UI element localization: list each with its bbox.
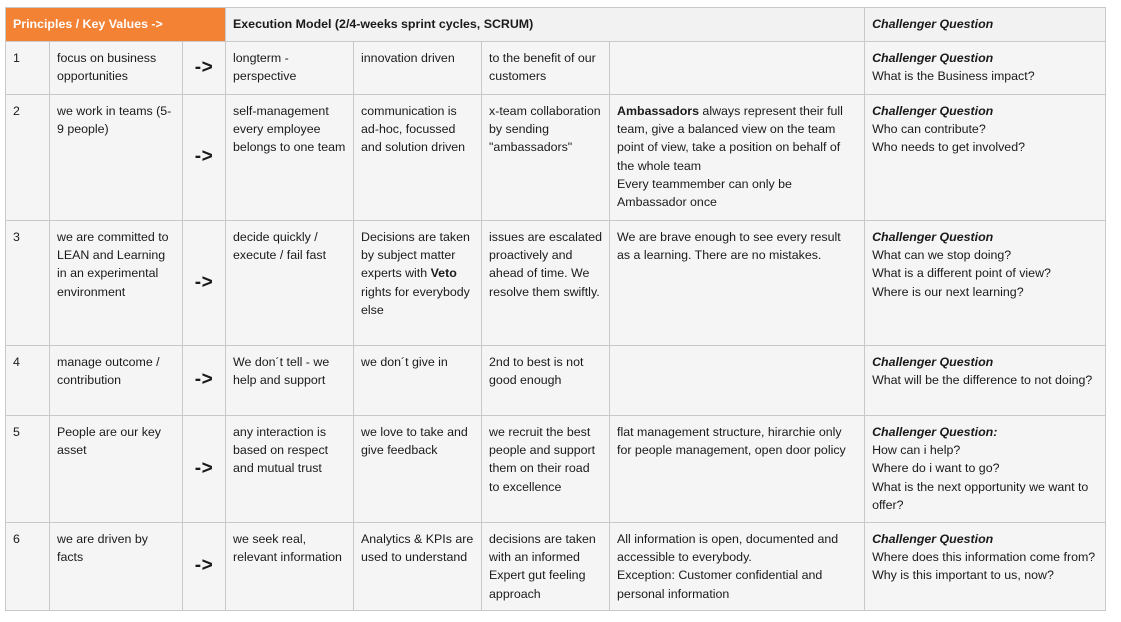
table-row — [6, 523, 1106, 611]
challenger-line: Where is our next learning? — [872, 284, 1024, 299]
execution-cell-1: we seek real, relevant information — [226, 523, 354, 611]
ambassadors-term: Ambassadors — [617, 104, 699, 118]
decisions-text: Decisions are taken by subject matter experts with — [361, 230, 470, 281]
principle-cell: focus on business opportunities — [50, 42, 183, 95]
challenger-line: What can we stop doing? — [872, 248, 1012, 263]
table-row — [6, 95, 1106, 221]
execution-cell-3: to the benefit of our customers — [482, 42, 610, 95]
execution-cell-1: any interaction is based on respect and mutual trust — [226, 416, 354, 523]
table-row — [6, 221, 1106, 346]
execution-cell-4: We are brave enough to see every result as a learning. There are no mistakes. — [610, 221, 865, 346]
execution-cell-4 — [610, 42, 865, 95]
arrow-icon: -> — [183, 95, 226, 221]
challenger-cell — [865, 95, 1106, 221]
execution-cell-1: longterm - perspective — [226, 42, 354, 95]
challenger-cell — [865, 221, 1106, 346]
challenger-line: How can i help? — [872, 443, 961, 458]
execution-cell-4 — [610, 95, 865, 221]
row-number: 1 — [6, 42, 50, 95]
challenger-title: Challenger Question — [872, 51, 994, 65]
execution-cell-3: 2nd to best is not good enough — [482, 346, 610, 416]
challenger-cell — [865, 416, 1106, 523]
challenger-line: What is a different point of view? — [872, 266, 1051, 281]
values-table — [5, 7, 1106, 611]
veto-term: Veto — [430, 266, 457, 281]
challenger-title: Challenger Question — [872, 230, 994, 244]
arrow-icon: -> — [183, 416, 226, 523]
principle-cell: we are driven by facts — [50, 523, 183, 611]
row-number: 2 — [6, 95, 50, 221]
execution-cell-1: decide quickly / execute / fail fast — [226, 221, 354, 346]
header-principles: Principles / Key Values -> — [6, 8, 226, 42]
ambassadors-note: Every teammember can only be Ambassador once — [617, 176, 792, 210]
principle-cell: we are committed to LEAN and Learning in an experimental environment — [50, 221, 183, 346]
challenger-line: Where do i want to go? — [872, 461, 1000, 476]
execution-cell-4: flat management structure, hirarchie only for people management, open door policy — [610, 416, 865, 523]
execution-cell-2: innovation driven — [354, 42, 482, 95]
header-row — [6, 8, 1106, 42]
execution-cell-4 — [610, 346, 865, 416]
execution-cell-2 — [354, 221, 482, 346]
challenger-cell — [865, 42, 1106, 95]
challenger-line: What is the next opportunity we want to offer? — [872, 479, 1089, 512]
execution-cell-3: issues are escalated proactively and ahead of time. We resolve them swiftly. — [482, 221, 610, 346]
information-text: All information is open, documented and accessible to everybody. — [617, 532, 839, 565]
challenger-line: What is the Business impact? — [872, 69, 1035, 84]
execution-cell-2: Analytics & KPIs are used to understand — [354, 523, 482, 611]
challenger-title: Challenger Question: — [872, 425, 998, 439]
header-execution-model: Execution Model (2/4-weeks sprint cycles, SCRUM) — [226, 8, 865, 42]
challenger-line: Who can contribute? — [872, 122, 986, 137]
principle-cell: manage outcome / contribution — [50, 346, 183, 416]
table-row — [6, 42, 1106, 95]
challenger-line: Why is this important to us, now? — [872, 568, 1054, 583]
table-row — [6, 346, 1106, 416]
row-number: 6 — [6, 523, 50, 611]
execution-cell-2: we don´t give in — [354, 346, 482, 416]
execution-cell-3: we recruit the best people and support them on their road to excellence — [482, 416, 610, 523]
row-number: 5 — [6, 416, 50, 523]
execution-cell-1: We don´t tell - we help and support — [226, 346, 354, 416]
challenger-line: What will be the difference to not doing? — [872, 373, 1093, 388]
challenger-title: Challenger Question — [872, 532, 994, 546]
arrow-icon: -> — [183, 346, 226, 416]
information-exception: Exception: Customer confidential and personal information — [617, 568, 823, 601]
challenger-cell — [865, 523, 1106, 611]
execution-cell-1: self-management every employee belongs to one team — [226, 95, 354, 221]
execution-cell-3: decisions are taken with an informed Expert gut feeling approach — [482, 523, 610, 611]
decisions-rest: rights for everybody else — [361, 284, 470, 317]
row-number: 4 — [6, 346, 50, 416]
challenger-line: Where does this information come from? — [872, 550, 1096, 565]
arrow-icon: -> — [183, 523, 226, 611]
execution-cell-4 — [610, 523, 865, 611]
challenger-title: Challenger Question — [872, 355, 994, 369]
challenger-title: Challenger Question — [872, 104, 994, 118]
challenger-cell — [865, 346, 1106, 416]
challenger-line: Who needs to get involved? — [872, 140, 1025, 155]
principle-cell: we work in teams (5-9 people) — [50, 95, 183, 221]
ambassadors-text: always represent their full team, give a balanced view on the team point of view, take a position on behalf of the whole team — [617, 104, 843, 173]
arrow-icon: -> — [183, 221, 226, 346]
principle-cell: People are our key asset — [50, 416, 183, 523]
header-challenger-question: Challenger Question — [865, 8, 1106, 42]
execution-cell-3: x-team collaboration by sending "ambassadors" — [482, 95, 610, 221]
execution-cell-2: communication is ad-hoc, focussed and solution driven — [354, 95, 482, 221]
arrow-icon: -> — [183, 42, 226, 95]
table-row — [6, 416, 1106, 523]
execution-cell-2: we love to take and give feedback — [354, 416, 482, 523]
row-number: 3 — [6, 221, 50, 346]
